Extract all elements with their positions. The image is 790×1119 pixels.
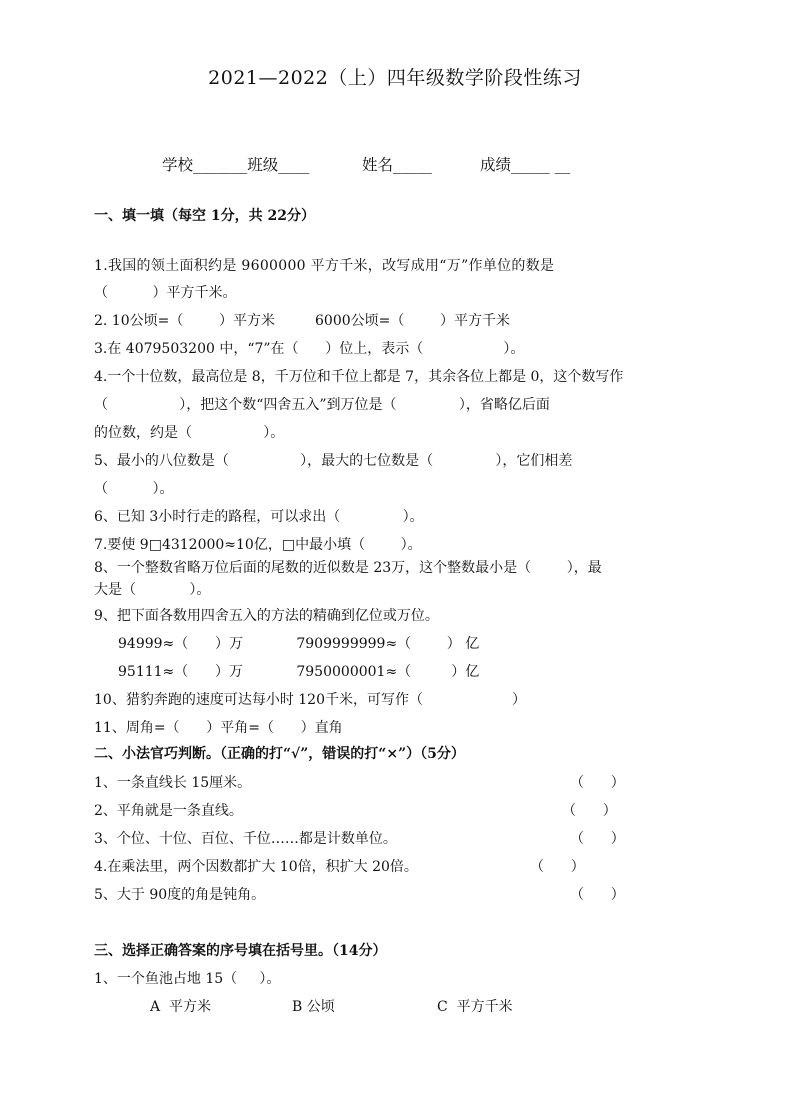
judge-bracket-1: （ ） [570,775,625,791]
q9-row2: 95111≈（ ）万 7950000001≈（ ）亿 [118,664,480,680]
q9-row1: 94999≈（ ）万 7909999999≈（ ） 亿 [118,636,480,652]
q5-line2: （ ）。 [94,481,174,497]
page-title: 2021—2022（上）四年级数学阶段性练习 [208,67,582,89]
score-field: 成绩_____ __ [480,156,571,174]
choice-option-a: A 平方米 [150,999,212,1015]
q6-line: 6、已知 3小时行走的路程，可以求出（ ）。 [94,509,424,525]
section1-heading: 一、填一填（每空 1分，共 22分） [94,208,315,224]
judge-item-3: 3、个位、十位、百位、千位……都是计数单位。 [94,831,397,847]
q7-line: 7.要使 9□4312000≈10亿，□中最小填（ ）。 [94,537,422,553]
q4-line2: （ ），把这个数“四舍五入”到万位是（ ），省略亿后面 [94,397,550,413]
q2-line: 2. 10公顷=（ ）平方米 6000公顷=（ ）平方千米 [94,313,510,329]
q4-line3: 的位数，约是（ ）。 [94,425,285,441]
q8-line2: 大是（ ）。 [94,582,211,598]
q8-line1: 8、一个整数省略万位后面的尾数的近似数是 23万，这个整数最小是（ ），最 [94,560,602,576]
judge-bracket-2: （ ） [562,803,617,819]
judge-bracket-5: （ ） [570,887,625,903]
school-class-field: 学校_______班级____ [162,156,310,174]
q5-line1: 5、最小的八位数是（ ），最大的七位数是（ ），它们相差 [94,453,573,469]
section2-heading: 二、小法官巧判断。（正确的打“√”，错误的打“×”）（5分） [94,746,465,762]
section3-heading: 三、选择正确答案的序号填在括号里。（14分） [94,943,387,959]
judge-item-1: 1、一条直线长 15厘米。 [94,775,252,791]
name-field: 姓名_____ [362,156,432,174]
q3-line: 3.在 4079503200 中，“7”在（ ）位上，表示（ ）。 [94,341,525,357]
judge-bracket-3: （ ） [570,831,625,847]
judge-bracket-4: （ ） [530,859,585,875]
choice-option-c: C 平方千米 [437,999,513,1015]
judge-item-5: 5、大于 90度的角是钝角。 [94,887,266,903]
q4-line1: 4.一个十位数，最高位是 8，千万位和千位上都是 7，其余各位上都是 0，这个数写作 [94,369,624,385]
choice-q1: 1、一个鱼池占地 15（ ）。 [94,971,281,987]
choice-option-b: B 公顷 [292,999,335,1015]
judge-item-2: 2、平角就是一条直线。 [94,803,243,819]
q9-line: 9、把下面各数用四舍五入的方法的精确到亿位或万位。 [94,608,439,624]
q1-line1: 1.我国的领土面积约是 9600000 平方千米，改写成用“万”作单位的数是 [94,258,555,274]
q1-line2: （ ）平方千米。 [94,285,237,301]
q10-line: 10、猎豹奔跑的速度可达每小时 120千米，可写作（ ） [94,692,526,708]
q11-line: 11、周角=（ ）平角=（ ）直角 [94,720,343,736]
judge-item-4: 4.在乘法里，两个因数都扩大 10倍，积扩大 20倍。 [94,859,418,875]
